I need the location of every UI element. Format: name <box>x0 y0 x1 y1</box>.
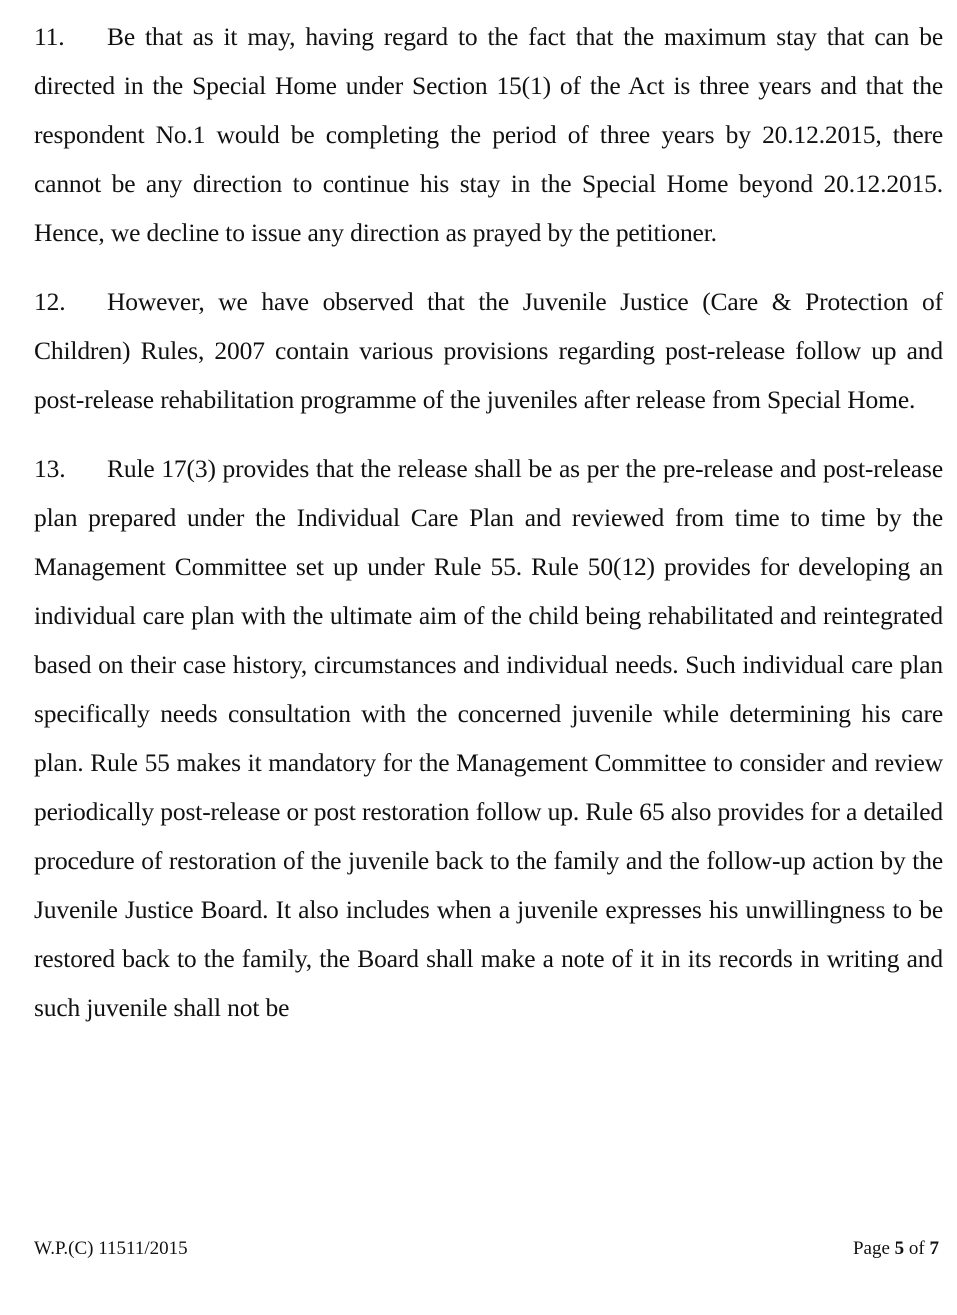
paragraph-text: Be that as it may, having regard to the fact that the maximum stay that can be directed in the Special Home under Section 15(1) of the Act is three years and that the respondent No.1 would be completing the period of three years by 20.12.2015, there cannot be any direction to continue his stay in the Special Home beyond 20.12.2015. Hence, we decline to issue any direction as prayed by the petitioner. <box>34 22 943 247</box>
paragraph-11 <box>34 12 943 257</box>
document-page <box>34 12 943 1052</box>
paragraph-12 <box>34 277 943 424</box>
page-current: 5 <box>894 1238 905 1259</box>
paragraph-number: 13. <box>34 454 66 483</box>
paragraph-number: 11. <box>34 22 65 51</box>
case-number: W.P.(C) 11511/2015 <box>34 1238 188 1259</box>
paragraph-text: However, we have observed that the Juvenile Justice (Care & Protection of Children) Rules, 2007 contain various provisions regarding post-release follow up and post-release rehabilitation programme of the juveniles after release from Special Home. <box>34 287 943 414</box>
paragraph-13 <box>34 444 943 1032</box>
paragraph-number: 12. <box>34 287 66 316</box>
paragraph-text: Rule 17(3) provides that the release shall be as per the pre-release and post-release plan prepared under the Individual Care Plan and reviewed from time to time by the Management Committee set up under Rule 55. Rule 50(12) provides for developing an individual care plan with the ultimate aim of the child being rehabilitated and reintegrated based on their case history, circumstances and individual needs. Such individual care plan specifically needs consultation with the concerned juvenile while determining his care plan. Rule 55 makes it mandatory for the Management Committee to consider and review periodically post-release or post restoration follow up. Rule 65 also provides for a detailed procedure of restoration of the juvenile back to the family and the follow-up action by the Juvenile Justice Board. It also includes when a juvenile expresses his unwillingness to be restored back to the family, the Board shall make a note of it in its records in writing and such juvenile shall not be <box>34 454 943 1022</box>
page-total: 7 <box>929 1238 939 1259</box>
page-indicator <box>853 1238 939 1260</box>
page-of: of <box>908 1238 925 1259</box>
page-footer <box>34 1238 939 1260</box>
page-prefix: Page <box>852 1238 890 1259</box>
